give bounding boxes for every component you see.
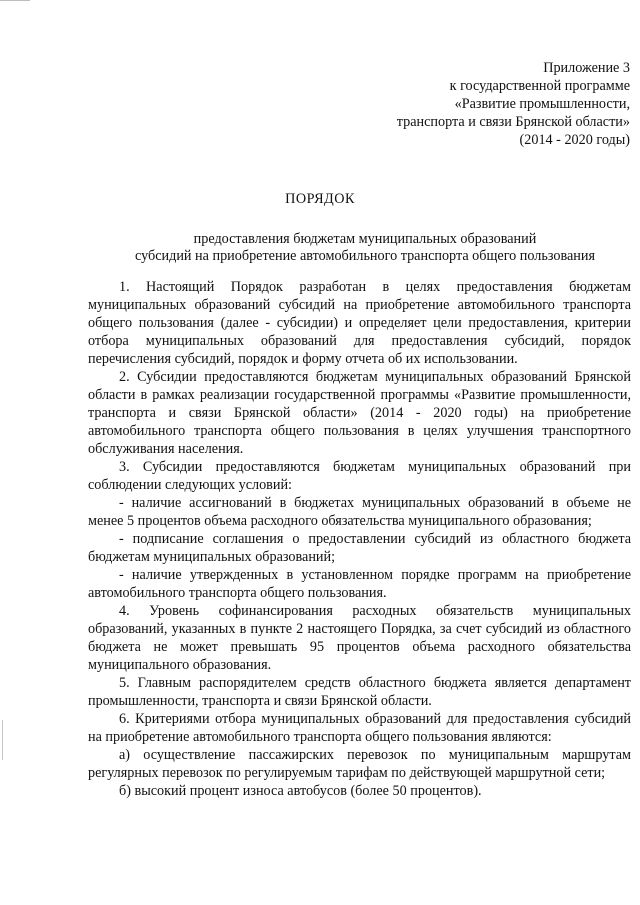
paragraph-5: 5. Главным распорядителем средств областного бюджета является департамент промышленности, транспорта и связи Брянской области. [88, 675, 631, 709]
subtitle-line: предоставления бюджетам муниципальных образований [193, 231, 537, 247]
document-title: ПОРЯДОК [285, 191, 355, 207]
document-subtitle [100, 231, 630, 265]
criterion-item: а) осуществление пассажирских перевозок по муниципальным маршрутам регулярных перевозок по регулируемым тарифам по действующей маршрутной сети; [88, 747, 631, 781]
condition-item: - подписание соглашения о предоставлении субсидий из областного бюджета бюджетам муниципальных образований; [88, 531, 631, 565]
paragraph-6: 6. Критериями отбора муниципальных образований для предоставления субсидий на приобретение автомобильного транспорта общего пользования являются: [88, 711, 631, 745]
scan-edge-mark [2, 720, 3, 760]
appendix-line: Приложение 3 [543, 60, 630, 76]
paragraph-1: 1. Настоящий Порядок разработан в целях предоставления бюджетам муниципальных образований субсидий на приобретение автомобильного транспорта общего пользования (далее - субсидии) и определяет цели предоставления, критерии отбора муниципальных образований для предоставления субсидий, порядок перечисления субсидий, порядок и форму отчета об их использовании. [88, 279, 631, 367]
paragraph-2: 2. Субсидии предоставляются бюджетам муниципальных образований Брянской области в рамках реализации государственной программы «Развитие промышленности, транспорта и связи Брянской области» (2014 - 2020 годы) на приобретение автомобильного транспорта общего пользования в целях улучшения транспортного обслуживания населения. [88, 369, 631, 457]
appendix-line: транспорта и связи Брянской области» [396, 114, 630, 130]
document-body [88, 278, 631, 800]
appendix-header [397, 59, 630, 149]
paragraph-4: 4. Уровень софинансирования расходных обязательств муниципальных образований, указанных в пункте 2 настоящего Порядка, за счет субсидий из областного бюджета не может превышать 95 процентов объема расходного обязательства муниципального образования. [88, 603, 631, 673]
criterion-item: б) высокий процент износа автобусов (более 50 процентов). [119, 783, 482, 799]
condition-item: - наличие утвержденных в установленном порядке программ на приобретение автомобильного транспорта общего пользования. [88, 567, 631, 601]
appendix-line: «Развитие промышленности, [454, 96, 630, 112]
appendix-line: (2014 - 2020 годы) [519, 132, 630, 148]
subtitle-line: субсидий на приобретение автомобильного транспорта общего пользования [134, 248, 595, 264]
condition-item: - наличие ассигнований в бюджетах муниципальных образований в объеме не менее 5 процентов объема расходного обязательства муниципального образования; [88, 495, 631, 529]
paragraph-3: 3. Субсидии предоставляются бюджетам муниципальных образований при соблюдении следующих условий: [88, 459, 631, 493]
appendix-line: к государственной программе [449, 78, 630, 94]
scan-top-edge [0, 0, 30, 1]
